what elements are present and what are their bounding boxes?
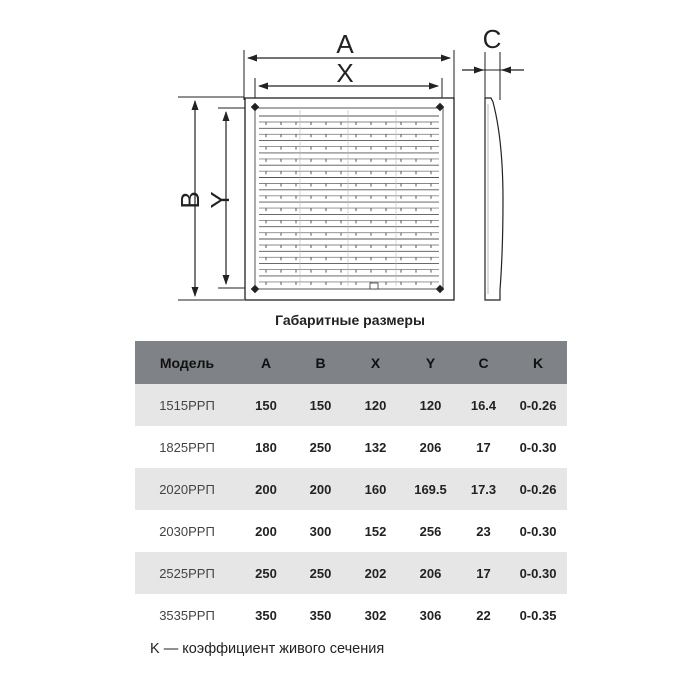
table-row	[135, 510, 567, 552]
value-cell: 0-0.35	[519, 607, 557, 623]
drawing-caption: Габаритные размеры	[275, 312, 425, 328]
header-k: K	[509, 341, 567, 384]
value-cell: 0-0.30	[519, 439, 557, 455]
value-cell: 132	[364, 439, 387, 455]
header-x: X	[348, 341, 403, 384]
table-row	[135, 384, 567, 426]
value-cell: 206	[403, 552, 458, 594]
header-a: A	[239, 341, 293, 384]
value-cell: 152	[364, 523, 387, 539]
header-model: Модель	[135, 341, 239, 384]
value-cell: 0-0.26	[509, 384, 567, 426]
dimensions-table	[135, 341, 567, 636]
value-cell: 0-0.30	[519, 523, 557, 539]
value-cell: 300	[309, 523, 332, 539]
value-cell: 302	[364, 607, 387, 623]
value-cell: 150	[239, 384, 293, 426]
table-row	[135, 426, 567, 468]
value-cell: 169.5	[403, 468, 458, 510]
value-cell: 250	[309, 439, 332, 455]
value-cell: 200	[293, 468, 348, 510]
dimension-b-label: B	[175, 191, 205, 209]
model-cell: 1515РРП	[135, 384, 239, 426]
value-cell: 202	[348, 552, 403, 594]
table-row	[135, 468, 567, 510]
value-cell: 17	[476, 439, 491, 455]
value-cell: 350	[309, 607, 332, 623]
value-cell: 120	[403, 384, 458, 426]
table-row	[135, 594, 567, 636]
value-cell: 17	[458, 552, 509, 594]
table-header-row	[135, 341, 567, 384]
model-cell: 3535РРП	[159, 607, 215, 623]
model-cell: 2525РРП	[135, 552, 239, 594]
value-cell: 350	[255, 607, 277, 623]
dimension-drawing	[0, 0, 700, 310]
dimension-x-label: X	[336, 58, 354, 88]
value-cell: 250	[239, 552, 293, 594]
grille-front-view	[245, 98, 454, 300]
model-cell: 1825РРП	[159, 439, 215, 455]
value-cell: 200	[255, 523, 277, 539]
value-cell: 17.3	[458, 468, 509, 510]
value-cell: 0-0.30	[509, 552, 567, 594]
value-cell: 150	[293, 384, 348, 426]
footnote: K — коэффициент живого сечения	[150, 641, 385, 657]
dimension-a-label: A	[336, 29, 354, 59]
value-cell: 16.4	[458, 384, 509, 426]
value-cell: 160	[348, 468, 403, 510]
model-cell: 2030РРП	[159, 523, 215, 539]
value-cell: 256	[419, 523, 442, 539]
value-cell: 200	[239, 468, 293, 510]
value-cell: 22	[476, 607, 491, 623]
value-cell: 0-0.26	[509, 468, 567, 510]
header-c: C	[458, 341, 509, 384]
value-cell: 306	[419, 607, 442, 623]
table-row	[135, 552, 567, 594]
grille-side-view	[485, 98, 503, 300]
value-cell: 120	[348, 384, 403, 426]
header-y: Y	[403, 341, 458, 384]
value-cell: 180	[255, 439, 277, 455]
dimension-y-label: Y	[205, 191, 235, 209]
value-cell: 206	[419, 439, 442, 455]
model-cell: 2020РРП	[135, 468, 239, 510]
value-cell: 250	[293, 552, 348, 594]
value-cell: 23	[476, 523, 491, 539]
header-b: B	[293, 341, 348, 384]
dimension-c-label: C	[482, 24, 502, 54]
